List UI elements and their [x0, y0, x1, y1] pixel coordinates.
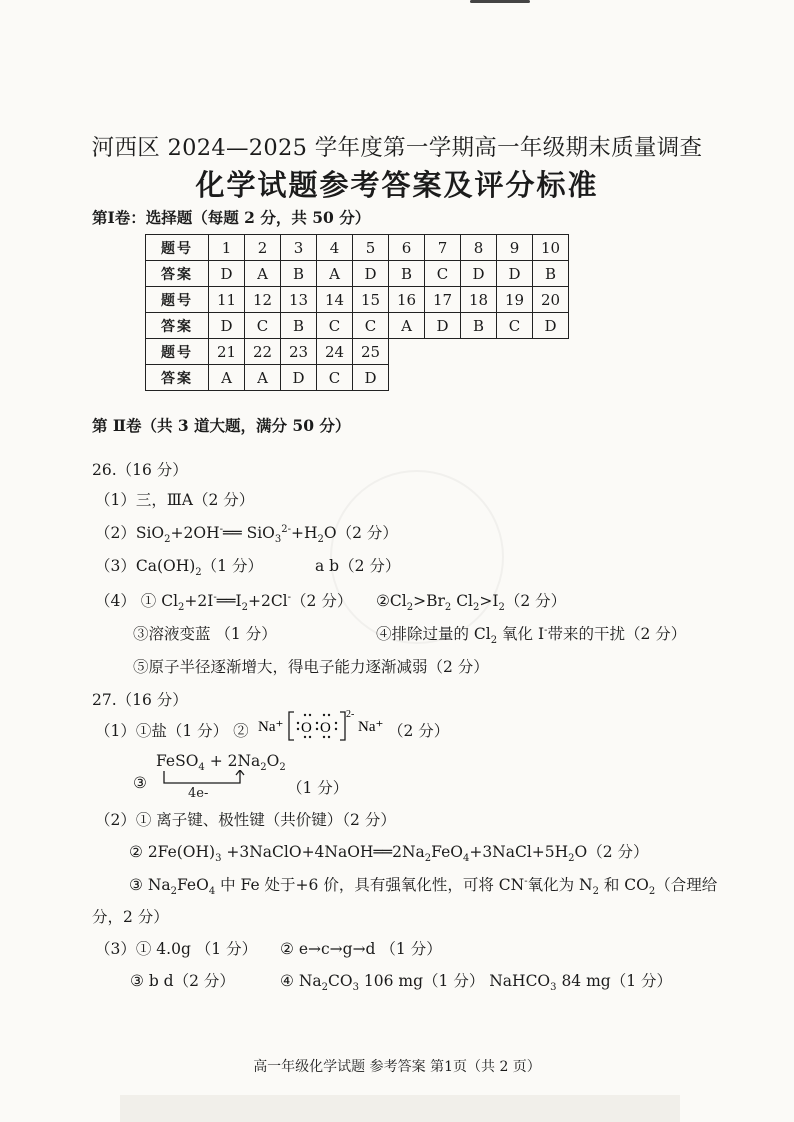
q27-part2-3: ③ $Na_2FeO_4$ 中 Fe 处于+6 价，具有强氧化性，可将 CN-氧化为 $N_2$ 和 $CO_2$（合理给 [129, 875, 718, 898]
question-number-label: 题号 [146, 235, 209, 261]
q27-part1-a: （1）①盐（1 分） ② [95, 722, 249, 740]
question-number-cell: 10 [533, 235, 569, 261]
answer-cell: C [317, 313, 353, 339]
q26-part3-a: $(3)Ca(OH)_2(1$ 分） [95, 557, 263, 579]
question-number-cell: 19 [497, 287, 533, 313]
answer-cell: D [209, 313, 245, 339]
answer-cell: D [281, 365, 317, 391]
scan-mark [470, 0, 530, 3]
na-ion-right: Na⁺ [358, 719, 384, 735]
q27-part3-4: ④ $Na_2CO_3$ 106 mg（1 分） NaHCO$_3$ 84 mg（1 分） [280, 972, 673, 994]
answer-cell: B [533, 261, 569, 287]
answer-cell: A [389, 313, 425, 339]
document-title: 化学试题参考答案及评分标准 [195, 168, 599, 202]
answer-cell: B [281, 313, 317, 339]
answer-table-row [146, 313, 569, 339]
answer-table-row [146, 235, 569, 261]
charge-label: 2- [346, 709, 355, 720]
answer-cell: D [533, 313, 569, 339]
answer-cell: B [281, 261, 317, 287]
question-number-cell: 20 [533, 287, 569, 313]
question-number-cell: 14 [317, 287, 353, 313]
q26-part2: （2）SiO$_2$+2OH-══ $SiO_3^{2-}+H_2O(2$ 分） [95, 523, 398, 546]
answer-cell: D [461, 261, 497, 287]
q27-part3-1: （3）① 4.0g （1 分） [95, 940, 258, 958]
question-number-label: 题号 [146, 287, 209, 313]
sodium-peroxide-dot-structure [258, 706, 408, 746]
question-number-cell: 21 [209, 339, 245, 365]
question-number-cell: 24 [317, 339, 353, 365]
q27-part1-3-marker: ③ [133, 774, 147, 792]
q27-header: 27.（16 分） [92, 691, 188, 709]
question-number-cell: 8 [461, 235, 497, 261]
question-number-cell: 3 [281, 235, 317, 261]
answer-table-row [146, 287, 569, 313]
q27-part1-3-score: （1 分） [287, 779, 349, 797]
question-number-cell: 11 [209, 287, 245, 313]
q26-part4-1: （4） ① $Cl_2+2I^-══I_2+2Cl^-(2$ 分） [95, 591, 353, 614]
oxygen-right: O [320, 720, 331, 736]
answer-cell: A [317, 261, 353, 287]
question-number-cell: 23 [281, 339, 317, 365]
question-number-cell: 17 [425, 287, 461, 313]
question-number-cell: 2 [245, 235, 281, 261]
question-number-cell: 22 [245, 339, 281, 365]
answer-cell: C [353, 313, 389, 339]
question-number-cell: 18 [461, 287, 497, 313]
q26-part1: （1）三，ⅢA（2 分） [95, 491, 255, 509]
q26-part4-5: ⑤原子半径逐渐增大，得电子能力逐渐减弱（2 分） [133, 658, 489, 676]
answer-cell: C [245, 313, 281, 339]
answer-cell: C [317, 365, 353, 391]
q27-part2-2: ② $2Fe(OH)_3$ $+3NaClO+4NaOH══2Na_2FeO_4+3NaCl+5H_2O(2$ 分） [129, 843, 649, 865]
answer-cell: D [353, 261, 389, 287]
scan-shadow [120, 1095, 680, 1122]
electron-transfer-equation: FeSO$_4$ + $2Na_2O_2$ [156, 752, 286, 774]
question-number-cell: 4 [317, 235, 353, 261]
question-number-cell: 13 [281, 287, 317, 313]
q27-part2-3-cont: 分，2 分） [92, 908, 169, 926]
answer-cell: D [209, 261, 245, 287]
answer-table-row [146, 339, 569, 365]
answer-label: 答案 [146, 313, 209, 339]
section-2-heading: 第 Ⅱ卷（共 3 道大题，满分 50 分） [92, 416, 351, 435]
q26-part4-2: $②Cl_2>Br_2$ $Cl_2>I_2(2$ 分） [376, 592, 567, 614]
answer-label: 答案 [146, 261, 209, 287]
q26-header: 26.（16 分） [92, 461, 188, 479]
question-number-cell: 7 [425, 235, 461, 261]
answer-table-row [146, 261, 569, 287]
q27-part2-1: （2）① 离子键、极性键（共价键）（2 分） [95, 811, 396, 829]
electron-count: 4e- [188, 786, 209, 801]
question-number-cell: 6 [389, 235, 425, 261]
question-number-cell: 15 [353, 287, 389, 313]
question-number-cell: 12 [245, 287, 281, 313]
q27-part3-3: ③ b d（2 分） [130, 972, 235, 990]
answer-cell: C [497, 313, 533, 339]
question-number-label: 题号 [146, 339, 209, 365]
answer-label: 答案 [146, 365, 209, 391]
page-footer: 高一年级化学试题 参考答案 第1页（共 2 页） [253, 1059, 541, 1075]
question-number-cell: 9 [497, 235, 533, 261]
answer-table [145, 234, 569, 391]
exam-title: 河西区 2024—2025 学年度第一学期高一年级期末质量调查 [91, 135, 703, 161]
question-number-cell: 25 [353, 339, 389, 365]
q26-part4-4: ④排除过量的 $Cl_2$ 氧化 I-带来的干扰（2 分） [376, 624, 687, 647]
answer-cell: B [461, 313, 497, 339]
section-1-heading: 第Ⅰ卷：选择题（每题 2 分，共 50 分） [92, 208, 371, 227]
question-number-cell: 1 [209, 235, 245, 261]
oxygen-left: O [301, 720, 312, 736]
answer-cell: A [209, 365, 245, 391]
na-ion-left: Na⁺ [258, 719, 284, 735]
answer-cell: C [425, 261, 461, 287]
q26-part3-b: a b（2 分） [315, 557, 401, 575]
q27-part1-score: （2 分） [388, 722, 450, 740]
answer-cell: D [497, 261, 533, 287]
answer-cell: A [245, 365, 281, 391]
answer-cell: D [353, 365, 389, 391]
answer-cell: A [245, 261, 281, 287]
q27-part3-2: ② e→c→g→d （1 分） [280, 940, 442, 958]
question-number-cell: 16 [389, 287, 425, 313]
question-number-cell: 5 [353, 235, 389, 261]
q26-part4-3: ③溶液变蓝 （1 分） [133, 625, 277, 643]
answer-cell: B [389, 261, 425, 287]
answer-cell: D [425, 313, 461, 339]
answer-table-row [146, 365, 569, 391]
